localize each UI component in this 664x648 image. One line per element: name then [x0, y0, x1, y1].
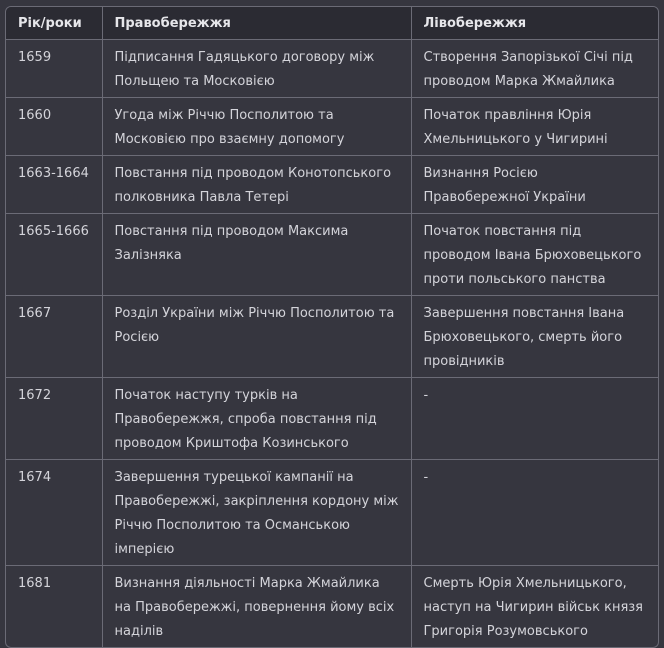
cell-right-bank: Завершення турецької кампанії на Правобережжі, закріплення кордону між Річчю Посполитою та Османською імперією — [102, 460, 411, 566]
cell-right-bank: Початок наступу турків на Правобережжя, спроба повстання під проводом Криштофа Козинського — [102, 378, 411, 460]
cell-right-bank: Підписання Гадяцького договору між Польщею та Московією — [102, 40, 411, 98]
cell-right-bank: Повстання під проводом Максима Залізняка — [102, 214, 411, 296]
cell-year: 1660 — [6, 98, 102, 156]
cell-left-bank: Смерть Юрія Хмельницького, наступ на Чигирин військ князя Григорія Розумовського — [423, 576, 644, 639]
history-table-container — [5, 6, 659, 648]
cell-left-bank: Завершення повстання Івана Брюховецького, смерть його провідників — [411, 296, 658, 378]
table-row — [6, 214, 658, 296]
cell-year: 1667 — [6, 296, 102, 378]
cell-year: 1663-1664 — [6, 156, 102, 214]
cell-left-bank: Створення Запорізької Січі під проводом Марка Жмайлика — [411, 40, 658, 98]
header-right-bank: Правобережжя — [102, 7, 411, 40]
cell-right-bank: Розділ України між Річчю Посполитою та Росією — [102, 296, 411, 378]
table-row — [6, 40, 658, 98]
cell-left-bank: Початок правління Юрія Хмельницького у Чигирині — [411, 98, 658, 156]
table-row — [6, 378, 658, 460]
cell-left-bank: Початок повстання під проводом Івана Брюховецького проти польського панства — [411, 214, 658, 296]
cell-left-bank: - — [411, 460, 658, 566]
table-row — [6, 156, 658, 214]
history-table — [6, 7, 658, 647]
cell-year: 1681 — [6, 566, 102, 648]
table-row — [6, 566, 658, 648]
table-row — [6, 98, 658, 156]
table-header-row — [6, 7, 658, 40]
cell-year: 1665-1666 — [6, 214, 102, 296]
cell-year: 1674 — [6, 460, 102, 566]
cell-left-bank: Визнання Росією Правобережної України — [411, 156, 658, 214]
header-left-bank: Лівобережжя — [411, 7, 658, 40]
cell-left-bank: - — [411, 378, 658, 460]
cell-right-bank: Угода між Річчю Посполитою та Московією про взаємну допомогу — [102, 98, 411, 156]
cell-right-bank: Повстання під проводом Конотопського полковника Павла Тетері — [102, 156, 411, 214]
cell-right-bank: Визнання діяльності Марка Жмайлика на Правобережжі, повернення йому всіх наділів — [102, 566, 411, 648]
cell-year: 1672 — [6, 378, 102, 460]
header-years: Рік/роки — [6, 7, 102, 40]
table-row — [6, 296, 658, 378]
table-row — [6, 460, 658, 566]
cell-year: 1659 — [6, 40, 102, 98]
